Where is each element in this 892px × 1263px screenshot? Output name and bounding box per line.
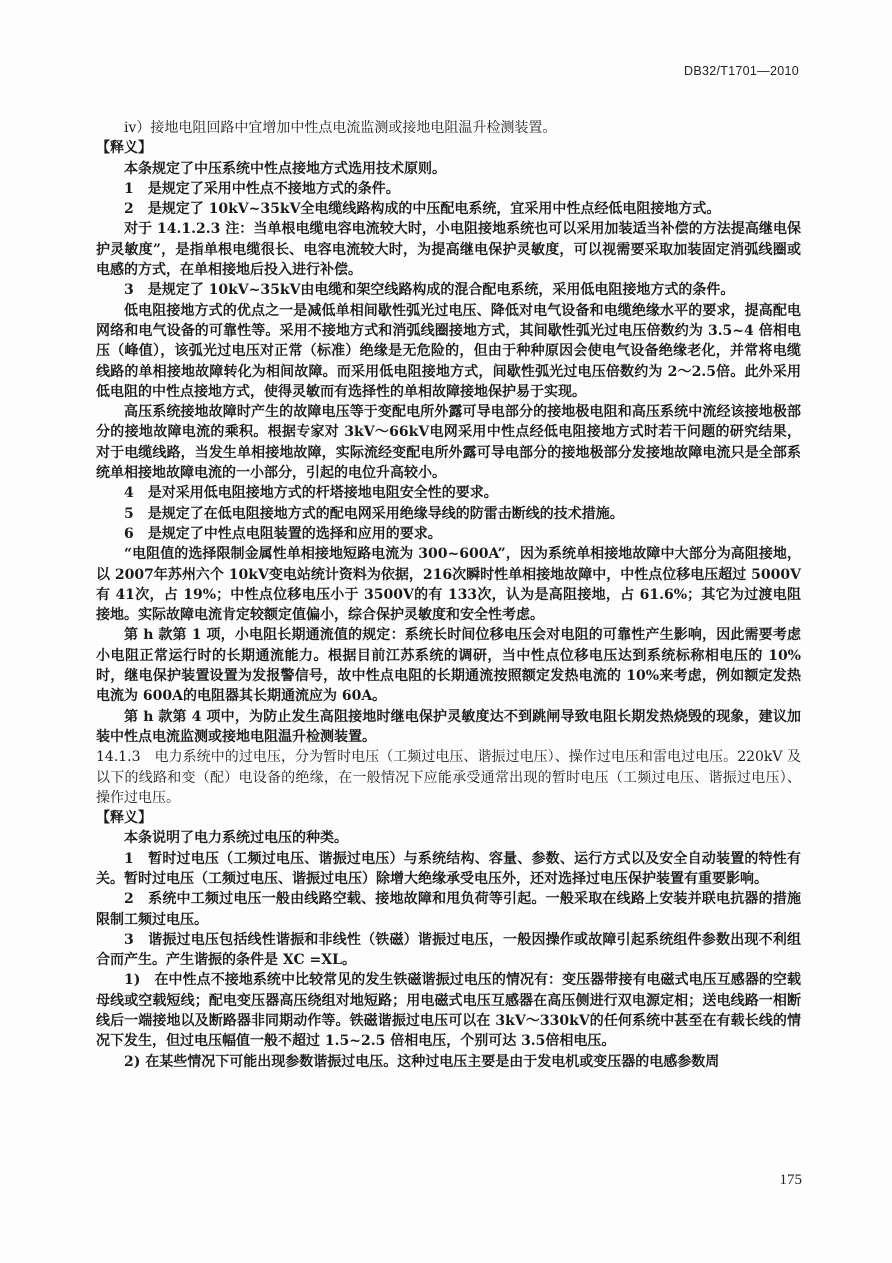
section-heading: 【释义】 [96,810,152,827]
paragraph: 4 是对采用低电阻接地方式的杆塔接地电阻安全性的要求。 [124,485,498,502]
paragraph: 5 是规定了在低电阻接地方式的配电网采用绝缘导线的防雷击断线的技术措施。 [124,505,624,522]
paragraph: “电阻值的选择限制金属性单相接地短路电流为 300~600A”，因为系统单相接地故障中大部分为高阻接地，以 2007年苏州六个 10kV变电站统计资料为依据，216次瞬时性单相接地故障中，中性点位移电压超过 5000V有 41次，占 19%；中性点位移电压小于 3500V的有 133次，认为是高阻接地，占 61.6%；其它为过渡电阻接地。实际故障电流肯定较额定值偏小，综合保护灵敏度和安全性考虑。 [96,546,801,624]
paragraph: 3 是规定了 10kV~35kV由电缆和架空线路构成的混合配电系统，采用低电阻接地方式的条件。 [124,282,735,299]
body-text [96,118,801,1072]
paragraph: 低电阻接地方式的优点之一是减低单相间歇性弧光过电压、降低对电气设备和电缆绝缘水平的要求，提高配电网络和电气设备的可靠性等。采用不接地方式和消弧线圈接地方式，其间歇性弧光过电压倍数约为 3.5~4 倍相电压（峰值），该弧光过电压对正常（标准）绝缘是无危险的，但由于种种原因会使电气设备绝缘老化，并常将电缆线路的单相接地故障转化为相间故障。而采用低电阻接地方式，间歇性弧光过电压倍数约为 2～2.5倍。此外采用低电阻的中性点接地方式，使得灵敏而有选择性的单相故障接地保护易于实现。 [96,302,801,400]
paragraph: ⅳ）接地电阻回路中宜增加中性点电流监测或接地电阻温升检测装置。 [124,120,557,136]
paragraph: 1 是规定了采用中性点不接地方式的条件。 [124,180,400,197]
paragraph: 本条规定了中压系统中性点接地方式选用技术原则。 [124,160,446,177]
section-heading: 【释义】 [96,140,152,157]
paragraph: 6 是规定了中性点电阻装置的选择和应用的要求。 [124,525,442,542]
paragraph: 本条说明了电力系统过电压的种类。 [124,830,348,847]
paragraph: 对于 14.1.2.3 注：当单根电缆电容电流较大时，小电阻接地系统也可以采用加装适当补偿的方法提高继电保护灵敏度”，是指单根电缆很长、电容电流较大时，为提高继电保护灵敏度，可以视需要采取加装固定消弧线圈或电感的方式，在单相接地后投入进行补偿。 [96,221,801,279]
paragraph: 第 h 款第 4 项中，为防止发生高阻接地时继电保护灵敏度达不到跳闸导致电阻长期发热烧毁的现象，建议加装中性点电流监测或接地电阻温升检测装置。 [96,708,801,745]
paragraph: 1 暂时过电压（工频过电压、谐振过电压）与系统结构、容量、参数、运行方式以及安全自动装置的特性有关。暂时过电压（工频过电压、谐振过电压）除增大绝缘承受电压外，还对选择过电压保护装置有重要影响。 [96,850,801,887]
page-number: 175 [779,1172,802,1188]
paragraph: 3 谐振过电压包括线性谐振和非线性（铁磁）谐振过电压，一般因操作或故障引起系统组件参数出现不利组合而产生。产生谐振的条件是 XC =XL。 [96,931,801,969]
standard-code: DB32/T1701—2010 [684,64,799,78]
paragraph: 2 系统中工频过电压一般由线路空载、接地故障和甩负荷等引起。一般采取在线路上安装并联电抗器的措施限制工频过电压。 [96,891,801,928]
paragraph: 14.1.3 电力系统中的过电压，分为暂时电压（工频过电压、谐振过电压）、操作过电压和雷电过电压。220kV 及以下的线路和变（配）电设备的绝缘，在一般情况下应能承受通常出现的暂时电压（工频过电压、谐振过电压）、操作过电压。 [96,749,801,806]
paragraph: 2 是规定了 10kV~35kV全电缆线路构成的中压配电系统，宜采用中性点经低电阻接地方式。 [124,201,721,218]
paragraph: 2) 在某些情况下可能出现参数谐振过电压。这种过电压主要是由于发电机或变压器的电感参数周 [124,1053,720,1070]
paragraph: 高压系统接地故障时产生的故障电压等于变配电所外露可导电部分的接地极电阻和高压系统中流经该接地极部分的接地故障电流的乘积。根据专家对 3kV～66kV电网采用中性点经低电阻接地方式时若干问题的研究结果，对于电缆线路，当发生单相接地故障，实际流经变配电所外露可导电部分的接地极部分发接地故障电流只是全部系统单相接地故障电流的一小部分，引起的电位升高较小。 [96,404,801,482]
paragraph: 第 h 款第 1 项，小电阻长期通流值的规定：系统长时间位移电压会对电阻的可靠性产生影响，因此需要考虑小电阻正常运行时的长期通流能力。根据目前江苏系统的调研，当中性点位移电压达到系统标称相电压的 10%时，继电保护装置设置为发报警信号，故中性点电阻的长期通流按照额定发热电流的 10%来考虑，例如额定发热电流为 600A的电阻器其长期通流应为 60A。 [96,627,801,705]
paragraph: 1) 在中性点不接地系统中比较常见的发生铁磁谐振过电压的情况有：变压器带接有电磁式电压互感器的空载母线或空载短线；配电变压器高压绕组对地短路；用电磁式电压互感器在高压侧进行双电源定相；送电线路一相断线后一端接地以及断路器非同期动作等。铁磁谐振过电压可以在 3kV～330kV的任何系统中甚至在有载长线的情况下发生，但过电压幅值一般不超过 1.5~2.5 倍相电压，个别可达 3.5倍相电压。 [96,972,801,1050]
